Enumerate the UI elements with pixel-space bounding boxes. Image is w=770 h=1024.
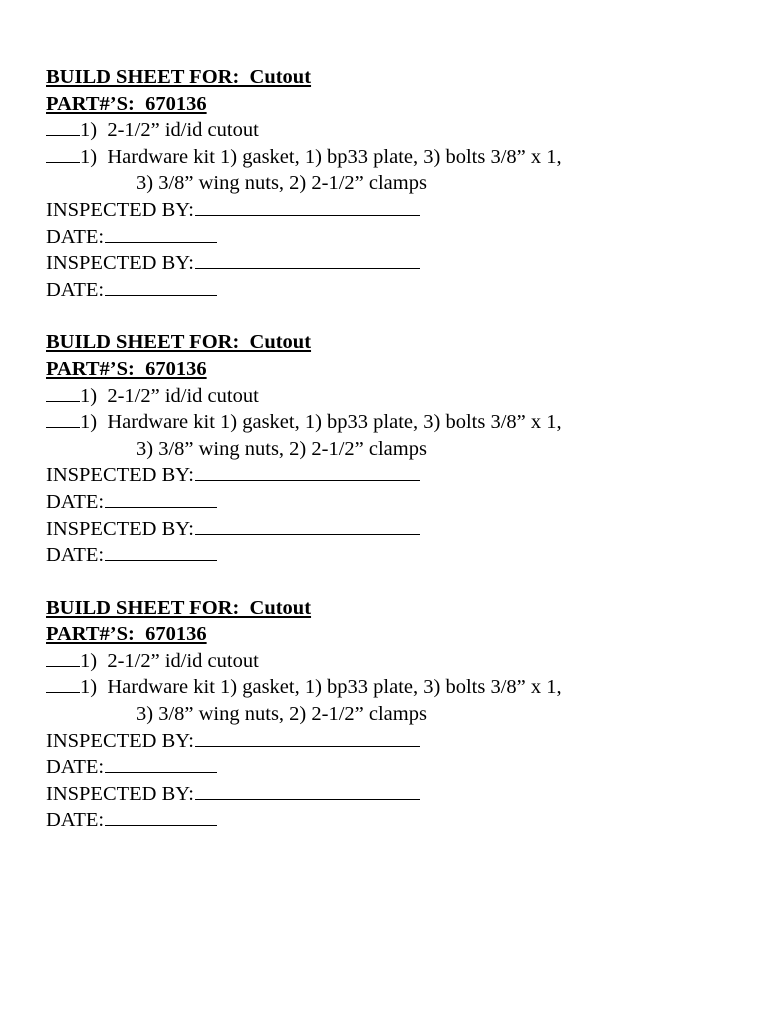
date-label: DATE: (46, 756, 105, 779)
checklist-item (46, 383, 746, 410)
check-blank[interactable] (46, 691, 80, 693)
inspected-by-field[interactable] (195, 479, 420, 481)
checklist-item (46, 409, 746, 436)
inspected-by-field[interactable] (195, 533, 420, 535)
checklist-item (46, 117, 746, 144)
checklist-item (46, 144, 746, 171)
inspected-by-row (46, 250, 746, 277)
check-blank[interactable] (46, 665, 80, 667)
date-row (46, 224, 746, 251)
inspected-by-field[interactable] (195, 745, 420, 747)
sheet-title: BUILD SHEET FOR: Cutout (46, 331, 312, 354)
item-text: 1) 2-1/2” id/id cutout (80, 119, 259, 142)
date-field[interactable] (105, 294, 217, 296)
check-blank[interactable] (46, 426, 80, 428)
check-blank[interactable] (46, 134, 80, 136)
inspected-by-label: INSPECTED BY: (46, 517, 194, 540)
part-number: PART#’S: 670136 (46, 623, 207, 646)
date-row (46, 277, 746, 304)
inspected-by-field[interactable] (195, 214, 420, 216)
item-text: 1) 2-1/2” id/id cutout (80, 649, 259, 672)
date-label: DATE: (46, 225, 105, 248)
inspected-by-field[interactable] (195, 798, 420, 800)
inspected-by-label: INSPECTED BY: (46, 782, 194, 805)
inspected-by-row (46, 728, 746, 755)
inspected-by-label: INSPECTED BY: (46, 198, 194, 221)
checklist-item (46, 674, 746, 701)
date-field[interactable] (105, 559, 217, 561)
date-label: DATE: (46, 278, 105, 301)
date-field[interactable] (105, 771, 217, 773)
item-continuation: 3) 3/8” wing nuts, 2) 2-1/2” clamps (136, 703, 427, 726)
inspected-by-label: INSPECTED BY: (46, 464, 194, 487)
checklist-item (46, 648, 746, 675)
inspected-by-field[interactable] (195, 267, 420, 269)
sheet-title: BUILD SHEET FOR: Cutout (46, 596, 312, 619)
item-continuation: 3) 3/8” wing nuts, 2) 2-1/2” clamps (136, 437, 427, 460)
document-page (46, 64, 746, 834)
date-row (46, 807, 746, 834)
part-number: PART#’S: 670136 (46, 92, 207, 115)
date-field[interactable] (105, 241, 217, 243)
date-label: DATE: (46, 490, 105, 513)
part-number: PART#’S: 670136 (46, 357, 207, 380)
date-row (46, 754, 746, 781)
sheet-title: BUILD SHEET FOR: Cutout (46, 66, 312, 88)
inspected-by-label: INSPECTED BY: (46, 729, 194, 752)
item-text: 1) Hardware kit 1) gasket, 1) bp33 plate, 3) bolts 3/8” x 1, (80, 411, 562, 434)
date-row (46, 489, 746, 516)
item-text: 1) Hardware kit 1) gasket, 1) bp33 plate, 3) bolts 3/8” x 1, (80, 145, 562, 168)
inspected-by-label: INSPECTED BY: (46, 252, 194, 275)
check-blank[interactable] (46, 400, 80, 402)
check-blank[interactable] (46, 161, 80, 163)
inspected-by-row (46, 781, 746, 808)
inspected-by-row (46, 462, 746, 489)
date-field[interactable] (105, 506, 217, 508)
inspected-by-row (46, 516, 746, 543)
build-sheet (46, 64, 746, 303)
item-continuation: 3) 3/8” wing nuts, 2) 2-1/2” clamps (136, 172, 427, 195)
inspected-by-row (46, 197, 746, 224)
date-label: DATE: (46, 809, 105, 832)
date-field[interactable] (105, 824, 217, 826)
item-text: 1) Hardware kit 1) gasket, 1) bp33 plate, 3) bolts 3/8” x 1, (80, 676, 562, 699)
date-label: DATE: (46, 544, 105, 567)
item-text: 1) 2-1/2” id/id cutout (80, 384, 259, 407)
build-sheet (46, 595, 746, 834)
build-sheet (46, 329, 746, 568)
date-row (46, 542, 746, 569)
